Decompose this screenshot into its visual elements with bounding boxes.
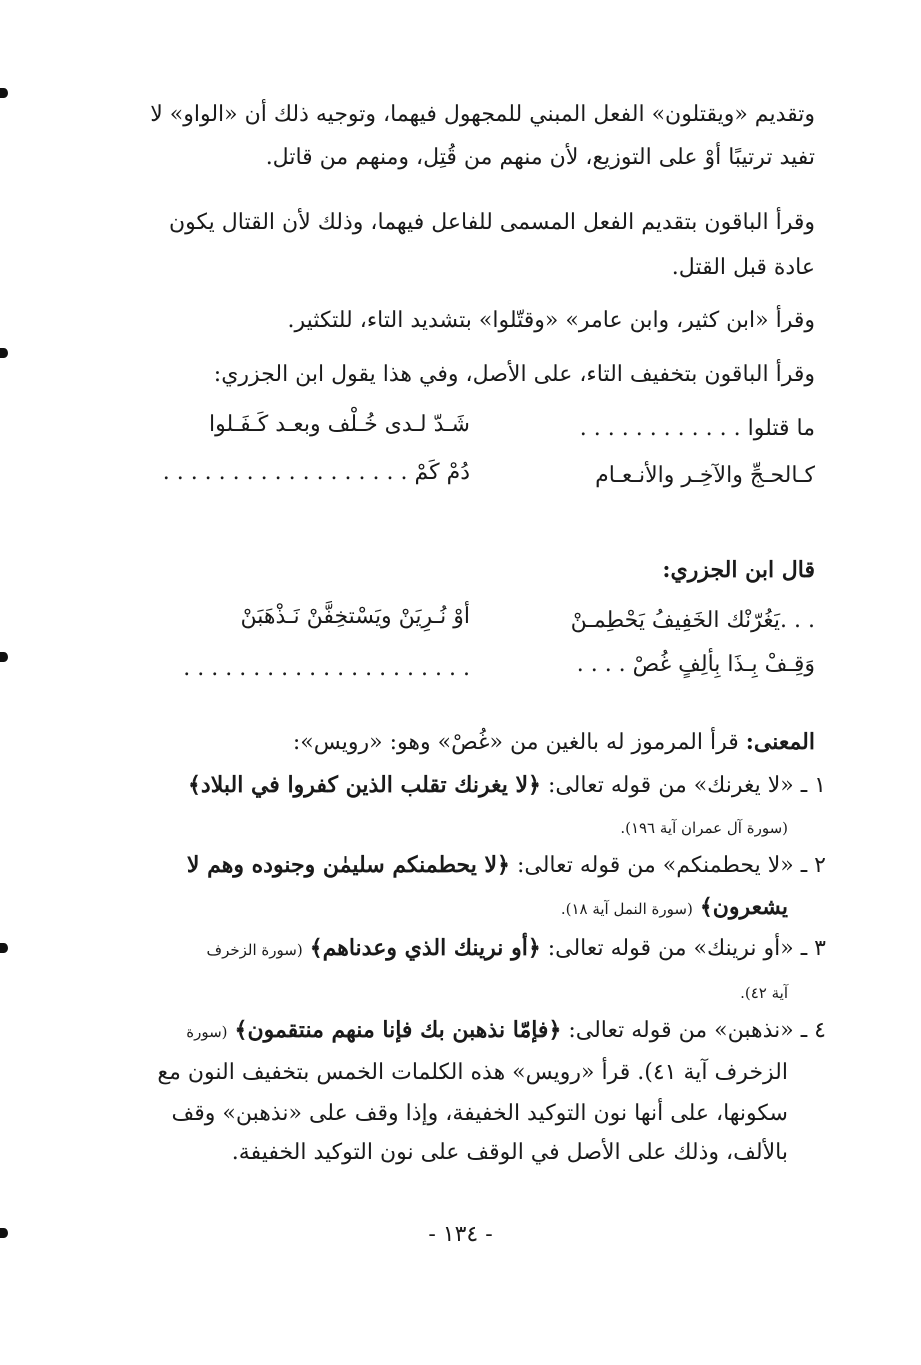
quran-quote: يشعرون﴾	[699, 894, 788, 920]
section-heading: قال ابن الجزري:	[662, 557, 815, 583]
list-item	[186, 1015, 826, 1047]
paragraph-line: عادة قبل القتل.	[671, 255, 815, 280]
item-lead: «لا يغرنك» من قوله تعالى:	[547, 773, 794, 798]
quran-quote: ﴿أو نرينك الذي وعدناهم﴾	[309, 935, 541, 961]
verse-hemistich-right: كـالحـجِّ والآخِـر والأنـعـام	[595, 463, 815, 488]
verse-hemistich-right: ما قتلوا . . . . . . . . . . . .	[579, 416, 815, 441]
meaning-text: قرأ المرموز له بالغين من «غُصْ» وهو: «رويس»:	[292, 730, 739, 755]
paragraph-line: وقرأ «ابن كثير، وابن عامر» «وقتّلوا» بتشديد التاء، للتكثير.	[287, 308, 815, 333]
paragraph-line: وقرأ الباقون بتخفيف التاء، على الأصل، وفي هذا يقول ابن الجزري:	[213, 362, 815, 387]
verse-hemistich-right: . . .يَغُرّنْك الخَفِيفُ يَحْطِمـنْ	[570, 608, 815, 633]
list-item	[187, 850, 826, 881]
surah-reference: (سورة	[186, 1023, 228, 1041]
list-item	[188, 770, 826, 801]
list-item-continuation: بالألف، وذلك على الأصل في الوقف على نون التوكيد الخفيفة.	[231, 1140, 788, 1165]
item-lead: «نذهبن» من قوله تعالى:	[568, 1018, 794, 1043]
scan-edge-mark	[0, 652, 8, 662]
surah-reference: آية ٤٢).	[740, 984, 788, 1002]
meaning-line	[293, 727, 815, 758]
item-number: ١ ـ	[800, 773, 826, 798]
verse-hemistich-left: . . . . . . . . . . . . . . . . . . . . .	[183, 656, 470, 681]
list-item-continuation: الزخرف آية ٤١). قرأ «رويس» هذه الكلمات الخمس بتخفيف النون مع	[157, 1060, 788, 1085]
list-item-continuation	[561, 892, 788, 924]
verse-hemistich-right: وَقِـفْ بِـذَا بِألِفٍ غُصْ . . . .	[576, 652, 815, 677]
quran-quote: ﴿فإمّا نذهبن بك فإنا منهم منتقمون﴾	[234, 1017, 562, 1043]
quran-quote: ﴿لا يحطمنكم سليمٰن وجنوده وهم لا	[186, 852, 510, 878]
page-number: - ١٣٤ -	[428, 1222, 493, 1247]
item-lead: «أو نرينك» من قوله تعالى:	[547, 936, 794, 961]
list-item	[207, 933, 826, 965]
paragraph-line: وقرأ الباقون بتقديم الفعل المسمى للفاعل فيهما، وذلك لأن القتال يكون	[168, 210, 815, 235]
verse-hemistich-left: دُمْ كَمْ . . . . . . . . . . . . . . . . . .	[162, 460, 470, 485]
item-number: ٤ ـ	[800, 1018, 826, 1043]
verse-hemistich-left: أوْ نُـرِيَنْ ويَسْتخِفَّنْ نَـذْهَبَنْ	[240, 604, 470, 629]
quran-quote: ﴿لا يغرنك تقلب الذين كفروا في البلاد﴾	[188, 772, 541, 798]
item-number: ٢ ـ	[800, 853, 826, 878]
item-lead: «لا يحطمنكم» من قوله تعالى:	[516, 853, 794, 878]
item-number: ٣ ـ	[800, 936, 826, 961]
scan-edge-mark	[0, 88, 8, 98]
list-item-continuation: سكونها، على أنها نون التوكيد الخفيفة، وإذا وقف على «نذهبن» وقف	[171, 1101, 788, 1126]
surah-reference: (سورة الزخرف	[206, 941, 303, 959]
scan-edge-mark	[0, 943, 8, 953]
surah-reference: (سورة آل عمران آية ١٩٦).	[620, 819, 788, 837]
paragraph-line: تفيد ترتيبًا أوْ على التوزيع، لأن منهم من قُتِل، ومنهم من قاتل.	[265, 145, 815, 170]
scan-edge-mark	[0, 348, 8, 358]
paragraph-line: وتقديم «ويقتلون» الفعل المبني للمجهول فيهما، وتوجيه ذلك أن «الواو» لا	[150, 102, 815, 127]
meaning-label: المعنى:	[745, 729, 815, 755]
verse-hemistich-left: شَـدّ لـدى خُـلْف وبعـد كَـفَـلوا	[208, 412, 470, 437]
surah-reference: (سورة النمل آية ١٨).	[560, 900, 693, 918]
